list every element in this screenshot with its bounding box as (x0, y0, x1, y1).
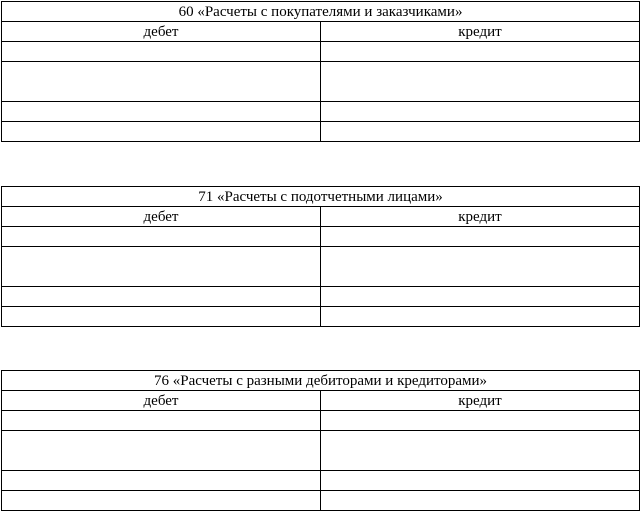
account-76-table (1, 370, 640, 511)
account-76-credit-cell (321, 411, 640, 431)
account-71-debit-cell (2, 287, 321, 307)
account-60-credit-cell (321, 62, 640, 102)
account-76-debit-header: дебет (2, 391, 321, 411)
account-60-debit-cell (2, 102, 321, 122)
account-60-credit-cell (321, 122, 640, 142)
account-71-credit-header: кредит (321, 207, 640, 227)
account-60-debit-cell (2, 122, 321, 142)
account-60-row-1 (2, 42, 640, 62)
account-60-debit-header: дебет (2, 22, 321, 42)
account-71-debit-cell (2, 307, 321, 327)
account-76-row-1 (2, 411, 640, 431)
account-71-debit-header: дебет (2, 207, 321, 227)
account-76-title: 76 «Расчеты с разными дебиторами и кредиторами» (2, 371, 640, 391)
account-76-debit-cell (2, 431, 321, 471)
account-60-row-2 (2, 62, 640, 102)
account-60-row-3 (2, 102, 640, 122)
account-71-debit-cell (2, 247, 321, 287)
account-71-row-4 (2, 307, 640, 327)
account-60-row-4 (2, 122, 640, 142)
account-60-credit-cell (321, 42, 640, 62)
account-71-row-1 (2, 227, 640, 247)
account-76-credit-cell (321, 431, 640, 471)
account-60-debit-cell (2, 62, 321, 102)
account-60-table (1, 1, 640, 142)
account-60-debit-cell (2, 42, 321, 62)
account-60-title: 60 «Расчеты с покупателями и заказчиками» (2, 2, 640, 22)
account-76-debit-cell (2, 471, 321, 491)
account-76-credit-header: кредит (321, 391, 640, 411)
account-76-debit-cell (2, 491, 321, 511)
account-60-credit-cell (321, 102, 640, 122)
account-71-credit-cell (321, 247, 640, 287)
account-76-row-3 (2, 471, 640, 491)
account-60-credit-header: кредит (321, 22, 640, 42)
account-71-table (1, 186, 640, 327)
account-71-row-3 (2, 287, 640, 307)
account-71-credit-cell (321, 227, 640, 247)
account-76-row-2 (2, 431, 640, 471)
account-71-debit-cell (2, 227, 321, 247)
account-71-title: 71 «Расчеты с подотчетными лицами» (2, 187, 640, 207)
account-71-row-2 (2, 247, 640, 287)
account-76-credit-cell (321, 471, 640, 491)
account-76-credit-cell (321, 491, 640, 511)
account-76-debit-cell (2, 411, 321, 431)
account-76-row-4 (2, 491, 640, 511)
account-71-credit-cell (321, 287, 640, 307)
account-71-credit-cell (321, 307, 640, 327)
